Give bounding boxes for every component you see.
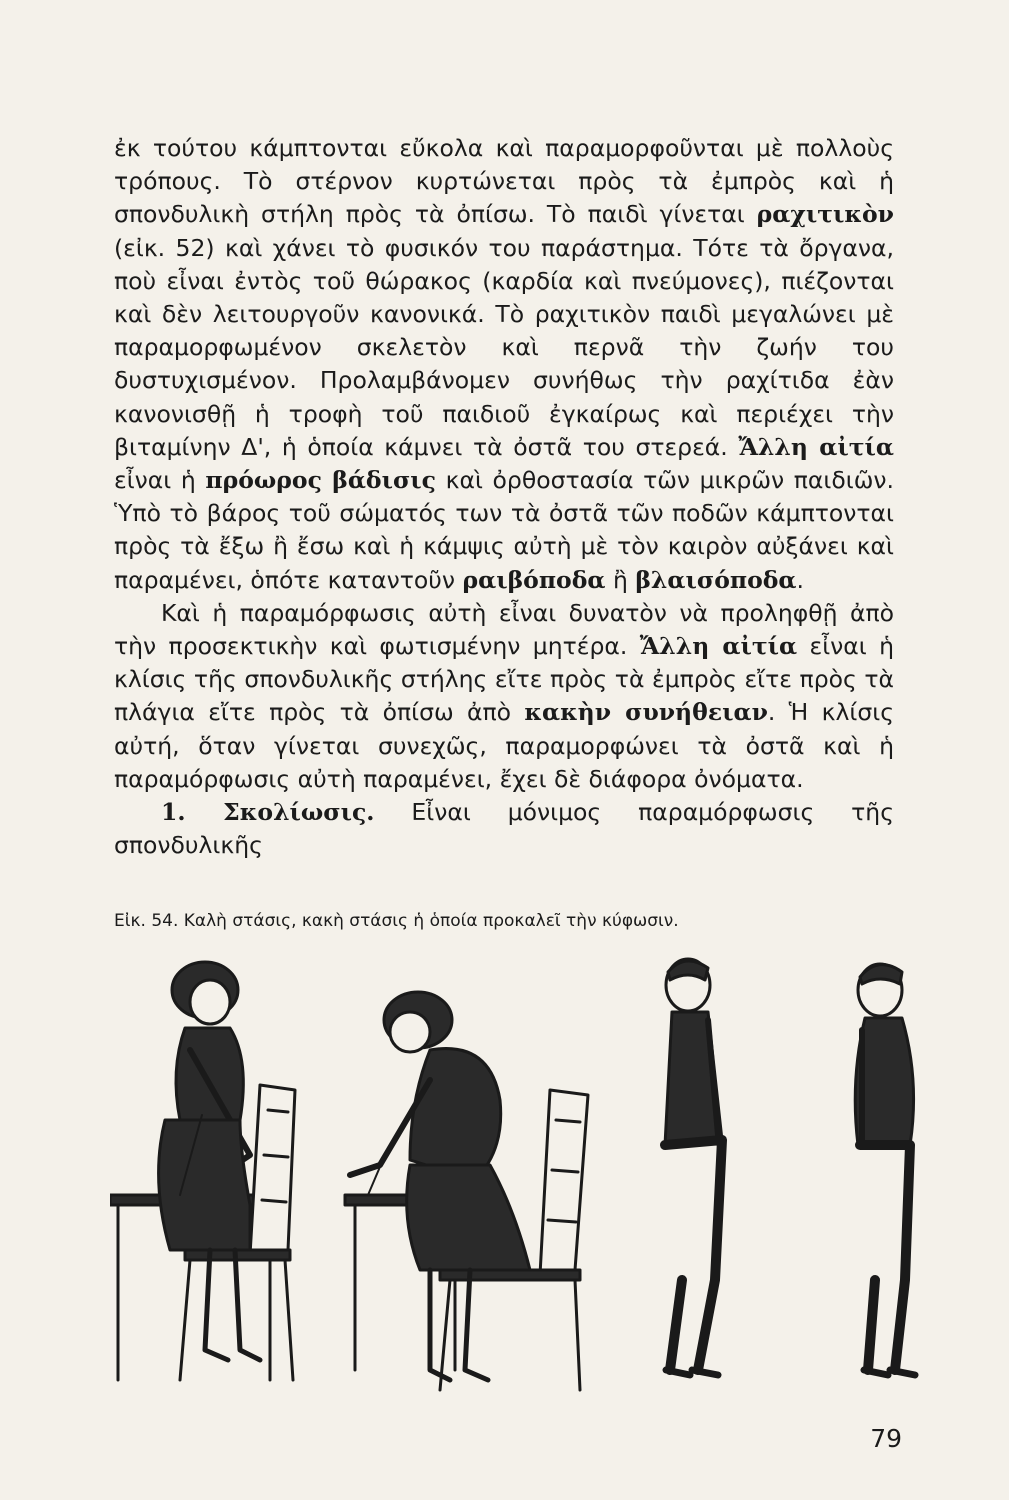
bold-term: Ἄλλη αἰτία [639,632,798,661]
text-run: καὶ ὀρθοστασία τῶν μικρῶν παιδιῶν. Ὑπὸ τὸ βάρος τοῦ σώματός των τὰ ὀστᾶ τῶν ποδῶν κάμπτονται πρὸς τὰ ἔξω ἢ ἔσω καὶ ἡ κάμψις αὐτὴ μὲ τὸν καιρὸν αὐξάνει καὶ παραμένει, ὁπότε καταντοῦν [114,466,894,594]
text-run: . Ἡ κλίσις αὐτή, ὅταν γίνεται συνεχῶς, παραμορφώνει τὰ ὀστᾶ καὶ ἡ παραμόρφωσις αὐτὴ παραμένει, ἔχει δὲ διάφορα ὀνόματα. [114,698,894,793]
text-run: . [796,565,804,594]
bold-term: κακὴν συνήθειαν [524,698,768,727]
text-run: (εἰκ. 52) καὶ χάνει τὸ φυσικόν του παράστημα. Τότε τὰ ὄργανα, ποὺ εἶναι ἐντὸς τοῦ θώρακος (καρδία καὶ πνεύμονες), πιέζονται καὶ δὲν λειτουργοῦν κανονικά. Τὸ ραχιτικὸν παιδὶ μεγαλώνει μὲ παραμορφωμένον σκελετὸν καὶ περνᾶ τὴν ζωήν του δυστυχισμένον. Προλαμβάνομεν συνήθως τὴν ραχίτιδα ἐὰν κανονισθῇ ἡ τροφὴ τοῦ παιδιοῦ ἐγκαίρως καὶ περιέχει τὴν βιταμίνην Δ', ἡ ὁποία κάμνει τὰ ὀστᾶ του στερεά. [114,233,894,461]
paragraph [114,132,894,597]
girl-good-posture [110,962,295,1380]
boy-good-posture [665,959,722,1375]
bold-term: βλαισόποδα [635,565,797,594]
text-run: εἶναι ἡ κλίσις τῆς σπονδυλικῆς στήλης εἴτε πρὸς τὰ ἐμπρὸς εἴτε πρὸς τὰ πλάγια εἴτε πρὸς τὰ ὀπίσω ἀπὸ [114,632,894,727]
boy-bad-posture [855,964,915,1375]
paragraph [114,597,894,796]
text-run: ἢ [605,565,636,594]
section-heading: 1. Σκολίωσις. [161,798,375,827]
bold-term: ραιβόποδα [462,565,606,594]
posture-illustration [110,950,940,1420]
body-text [114,132,894,862]
text-run: Εἶναι μόνιμος παραμόρφωσις τῆς σπονδυλικῆς [114,798,894,860]
text-run: ἐκ τούτου κάμπτονται εὔκολα καὶ παραμορφοῦνται μὲ πολλοὺς τρόπους. Τὸ στέρνον κυρτώνεται πρὸς τὰ ἐμπρὸς καὶ ἡ σπονδυλικὴ στήλη πρὸς τὰ ὀπίσω. Τὸ παιδὶ γίνεται [114,134,894,229]
bold-term: ραχιτικὸν [756,200,894,229]
figure-caption: Εἰκ. 54. Καλὴ στάσις, κακὴ στάσις ἡ ὁποία προκαλεῖ τὴν κύφωσιν. [114,911,679,931]
bold-term: πρόωρος βάδισις [205,466,436,495]
text-run: Καὶ ἡ παραμόρφωσις αὐτὴ εἶναι δυνατὸν νὰ προληφθῇ ἀπὸ τὴν προσεκτικὴν καὶ φωτισμένην μητέρα. [114,598,894,661]
page-number: 79 [870,1424,902,1453]
girl-bad-posture [345,992,588,1390]
text-run: εἶναι ἡ [114,466,206,495]
bold-term: Ἄλλη αἰτία [738,432,894,461]
paragraph [114,796,894,862]
